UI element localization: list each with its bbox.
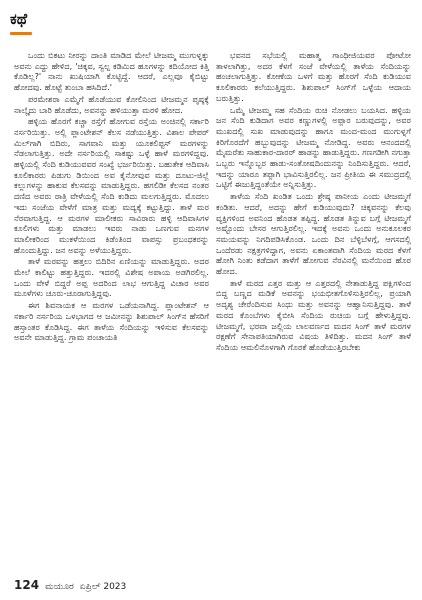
- paragraph: ತಾಳೆ ಮರವನ್ನು ಹತ್ತಲು ಬಿದಿರಿನ ಏಣಿಯನ್ನು ಮಾಡುತ್ತಿದ್ದರು. ಅದರ ಮೇಲೆ ಕಾಲಿಟ್ಟು ಹತ್ತುತ್ತಿದ್ದರು. ಇದರಲ್ಲಿ ವಿಶೇಷ ಅಪಾಯ ಅಡಗಿರಲಿಲ್ಲ. ಒಂದು ವೇಳೆ ಬಿದ್ದರೆ ಅಪ್ಪ ಅದರಿಂದ ಲಾಭ ಆಗುತ್ತಿದ್ದ ವಿಚಾರ ಅವರ ಮೂಳೆಗಳು ಚೂರು-ಚೂರಾಗುತ್ತಿದ್ದವು.: [14, 256, 209, 299]
- magazine-name: ಮಯೂರ: [45, 582, 74, 592]
- section-title: ಕಥೆ: [10, 10, 28, 28]
- section-header: [10, 10, 27, 28]
- paragraph: ಈಗ ಶಿವನಾಯಕ ಆ ಮರಗಳ ಒಡೆಯನಾಗಿದ್ದ. ಪ್ಲಾಂಟೇಶನ್ ಆ ಸರ್ಕಾರಿ ನರ್ಸರಿಯ ಒಳಭಾಗದ ಆ ಜಮೀನನ್ನು ಶಿಶುಪಾಲ್ ಸಿಂಗ್‌ನ ಹೆಸರಿಗೆ ಹಸ್ತಾಂತರ ಕೊಡಿಸಿದ್ದ. ಈಗ ತಾಳೆಯ ಸೆಂದಿಯನ್ನು ಇಳಿಸುವ ಕೆಲಸವನ್ನು ಅವನೇ ಮಾಡುತ್ತಿದ್ದ. ಗ್ರಾಮ ಪಂಚಾಯತಿ: [14, 300, 209, 343]
- paragraph: ಒಂದು ಬಿಕಟು ನೀರನ್ನು ದಾಂತಿ ಮಾಡಿದ ಮೇಲೆ ಟೀಜಮ್ಮ ಮುಗುಳ್ನಕ್ಕು ಅವನು ಎದ್ದು ಹೇಳಿದ, 'ಚಿಕ್ಕವ, ಸ್ವಲ್ಪ ಕಡಿಮಿದ ಹೂಗಳನ್ನು ಕದಿಯೋದ ಕಿತ್ತಿ ಕೊಡಿಲ್ಲ?' ನಾನು ಖುಷಿಯಾಗಿ ಕೊಟ್ಟಿದ್ದೆ. ಆದರೆ, ಎಲ್ಲವೂ ಕೈಬಿಟ್ಟು ಹೋದವು. ಹೊಟ್ಟೆ ತುಂಬಾ ಹಸಿದಿದೆ.': [14, 50, 209, 93]
- paragraph: ತಾಳೆ ಮರದ ಎತ್ತರ ಮತ್ತು ಆ ಎತ್ತರದಲ್ಲಿ ನೇತಾಡುತ್ತಿದ್ದ ಪಕ್ಷಿಗಳಿಂದ ಬಿದ್ದ ಬಣ್ಣದ ಮಡಿಕೆ ಅವನನ್ನು ಭಯಭೀತಗೊಳಿಸುತ್ತಿರಲಿಲ್ಲ, ಪ್ರಯಾಗಿ ಅದೃಶ್ಯ ಚೇರೆಂದಿಸುವ ಸಿಂಧು ಮತ್ತು ಅವನನ್ನು ಆಹ್ವಾನಿಸುತ್ತಿದ್ದವು. ತಾಳೆ ಮರದ ಕೊಂಬೆಗಳು ಕೈಬೀಸಿ ಸೆಂದಿಯ ರುಚಿಯ ಬಗ್ಗೆ ಹೇಳುತ್ತಿದ್ದವು. ಟೀಜಮ್ಮಗೆ, ಭರವಾ ಜಲ್ಲಿಯ ಲಾಲವರ್ಣದ ಮದನ ಸಿಂಗ್ ತಾಳೆ ಮರಗಳ ರಕ್ಷಣೆಗೆ ಸೇನಾಪತಿಯಾಗಿರುವ ವಿಷಯ ತಿಳಿದಿತ್ತು. ಮದನ ಸಿಂಗ್ ತಾಳೆ ಸೆಂದಿಯ ಆಮಲಿನೊಳಗಾಗಿ ಗೊರಕೆ ಹೊಡೆಯುತ್ತಿರಬೇಕು: [216, 277, 411, 352]
- issue-date: ಏಪ್ರಿಲ್ 2023: [79, 582, 127, 592]
- section-accent-bar: [10, 32, 32, 35]
- paragraph: ಹಳ್ಳಿಯ ಹೊರಗೆ ಕಚ್ಚಾ ರಸ್ತೆಗೆ ಹೋಗುವ ರಸ್ತೆಯ ಅಂಚಿನಲ್ಲಿ ಸರ್ಕಾರಿ ನರ್ಸರಿಯಿತ್ತು. ಅಲ್ಲಿ ಪ್ಲಾಂಟೇಶನ್ ಕೆಲಸ ನಡೆಯುತ್ತಿತ್ತು. ವಿಶಾಲ ಪೇಪರ್ ಮಿಲ್‌ಗಾಗಿ ಬಿದಿರು, ಸಾಗವಾನಿ ಮತ್ತು ಯೂಕಲಿಪ್ಟಸ್ ಮರಗಳನ್ನು ನೆಡಲಾಗುತ್ತಿತ್ತು. ಅದೇ ನರ್ಸರಿಯಲ್ಲಿ ಸಾಕಷ್ಟು ಒಳ್ಳೆ ಹಾಳೆ ಮರಗಳಿದ್ದವು. ಹಳ್ಳಿಯಲ್ಲಿ ಸೆಂದಿ ಕುಡಿಯುವವರ ಸಂಖ್ಯೆ ಭರ್ಜರಿಯಿತ್ತು. ಬಹುತೇಕ ಆದಿವಾಸಿ ಕೂಲಿಕಾರರು ಪಿಡುಗು ಡಿಯಿಂದ ಅವ ಕೈನೋವುವ ಮತ್ತು ದೂಟು-ಜಿಲ್ಲೆ ಕಲ್ಲುಗಳನ್ನು ಹಾಕುವ ಕೆಲಸವನ್ನು ಮಾಡುತ್ತಿದ್ದರು. ಹಗಲಿಡೀ ಕೆಲಸದ ನಂತರ ದಣಿದ ಅವರು ರಾತ್ರಿ ವೇಳೆಯಲ್ಲಿ ಸೆಂದಿ ಕುಡಿದು ಮಲಗುತ್ತಿದ್ದರು. ಮೊದಲು ಇದು ಸಂಜೆಯ ವೇಳೆಗೆ ಮಾತ್ರ ಮತ್ತು ಮದ್ಯಕ್ಕೆ ಕಟ್ಟುತ್ತಿದ್ದು. ತಾಳೆ ಮರ ನೆರವಾಗುತ್ತಿದ್ದ. ಆ ಮರಗಳ ಮಾಲೀಕರು ಸಾವಿರಾರು ಹಳ್ಳಿ ಆದಿವಾಸಿಗಳ ಕೂಲಿಗಳು ಮತ್ತು ಮಾಡಲು ಇವರು ನಾಡು ಒಣಗುವ ಮನಗಳ ಮಾಲೀಕರಿಂದ ಮುಕಳೆಯಿಂದ ಕಿಡೆಂತಿಂದ ವಾಪಸ್ಸು ಪ್ರಬಂಧಕರನ್ನು ಹೊಂದುತ್ತಿದ್ದು. ಜನ ಅವನ್ನು ಅಳೆಯುತ್ತಿದ್ದರು.: [14, 116, 209, 255]
- page-number: 124: [14, 578, 40, 592]
- paragraph: ಒಮ್ಮೆ ಟೀಜಮ್ಮ ಸಹ ಸೆಂದಿಯ ರುಚಿ ನೋಡಲು ಬಯಸಿದ. ಹಳ್ಳಿಯ ಜನ ಸೆಂದಿ ಕುಡಿದಾಗ ಅವರ ಕಣ್ಣುಗಳಲ್ಲಿ ಅಪ್ಪಾರ ಬರುವುದನ್ನು, ಅವರ ಮುಖದಲ್ಲಿ ಸುಖ ಮಾಡುವುದನ್ನು ಹಾಗೂ ಮಂದ-ಮಂದ ಮುಗುಳ್ನಗೆ ಕಿರಿಗೊರದೆಗೆ ಹಬ್ಬುವುದನ್ನು ಟೀಜಮ್ಮ ನೋಡಿದ್ದ. ಅವರು ಆನಂದದಲ್ಲಿ ಮೈಮರೆತು ಸಾಹುಕಾರ-ದಾರರ್ ಹಾಡನ್ನು ಹಾಡುತ್ತಿದ್ದರು. ಗಣಗಡೀಗಿ ನಗುತ್ತಾ ಒಬ್ಬರು ಇನ್ನೊಬ್ಬರ ಹಾಡು-ಸಂತೋಷದಿಂದುನನ್ನು ನಿಂದಿಸುತ್ತಿದ್ದರು. ಆದರೆ, ಇದನ್ನು ಯಾರೂ ತಪ್ಪಾಗಿ ಭಾವಿಸುತ್ತಿರಲಿಲ್ಲ. ಜನ ಪ್ರೀತಿಯ ಈ ಸಮುದ್ರದಲ್ಲಿ ಒಟ್ಟಿಗೆ ಈಜುತ್ತಿದ್ದಂತೆಯೇ ಅನ್ನಿಸುತ್ತಿತ್ತು.: [216, 104, 411, 190]
- page-footer: [14, 578, 126, 592]
- paragraph: ತಾಳೆಯ ಸೆಂದಿ ಖಂಡಿತ ಒಂದು ಶ್ರೇಷ್ಠ ಪಾನೀಯ ಎಂದು ಟೀಜಮ್ಮಗೆ ಕಂಡಿತು. ಆದರೆ, ಅದನ್ನು ಹೇಗೆ ಕುಡಿಯುವುದು? ಚಿಕ್ಕವನನ್ನು ಕೆಲವು ವ್ಯಕ್ತಿಗಳಿಂದ ಅವನಿಂದ ಹೊಡತ ತಪ್ಪಿದ್ದ. ಹೊಡತ ತಿನ್ನುವ ಬಗ್ಗೆ ಟೀಜಮ್ಮಗೆ ಅಷ್ಟೊಂದು ಬೇಸರ ಆಗುತ್ತಿರಲಿಲ್ಲ. ಇದಕ್ಕೆ ಅವನು ಒಂದು ಅನುಕೂಲಕರ ಸಮಯವನ್ನು ನಿಗದಿಪಡಿಸಿಕೊಂಡ. ಒಂದು ದಿನ ಬೆಳ್ಳಿಬೆಳಗ್ಗೆ, ಆಗಸದಲ್ಲಿ ಒಂದೆರಡು ನಕ್ಷತ್ರಗಳಿದ್ದಾಗ, ಅವನು ಏಕಾಂತವಾಗಿ ಸೆಂದಿಯ ಮರದ ಕೆಳಗೆ ಹೋಗಿ ನಿಂತು ಕಡೆದಾಗ ತಾಳೆಗೆ ಹೋಗುವ ನೆರವಿನಲ್ಲಿ ಮನೆಯಿಂದ ಹೊರ ಹೋದ.: [216, 191, 411, 277]
- right-column: [216, 50, 411, 570]
- paragraph: ಪರಮೇಶರಾ ಎಮ್ಮೆಗೆ ಹೊಡೆಯುವ ಕೋಲಿನಿಂದ ಟೀಜಮ್ಮನ ಪೃಷ್ಠಕ್ಕೆ ನಾಲ್ಕೈದು ಬಾರಿ ಹೊಡೆದು, ಅವನನ್ನು ಹಳಿಯುತ್ತಾ ಮರಳಿ ಹೋದ.: [14, 93, 209, 115]
- paragraph: ಭವನದ ಸಭೆಯಲ್ಲಿ ಮಹಾತ್ಮ ಗಾಂಧೀಜಿಯವರ ಪೋಟೋ ತಾಳಲಾಗಿತ್ತು, ಅದರ ಕೆಳಗೆ ಸಂಜೆ ವೇಳೆಯಲ್ಲಿ ತಾಳೆಯ ಸೆಂದಿಯನ್ನು ಹಂಚಲಾಗುತ್ತಿತ್ತು. ಕೋಣೆಯ ಒಳಗೆ ಮತ್ತು ಹೊರಗೆ ಸೆಂದಿ ಕುಡಿಯುವ ಕೂಲಿಕಾರರು ಕಲೆಯುತ್ತಿದ್ದರು. ಶಿಶುಪಾಲ್ ಸಿಂಗ್‌ಗೆ ಒಳ್ಳೆಯ ಆದಾಯ ಬರುತ್ತಿತ್ತು.: [216, 50, 411, 103]
- left-column: [14, 50, 209, 570]
